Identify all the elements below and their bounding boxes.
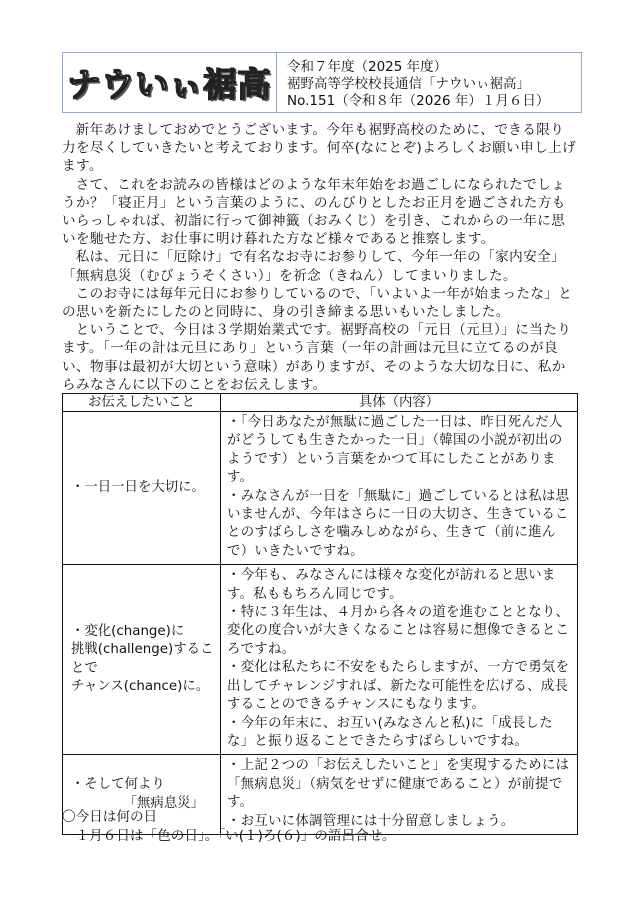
paragraph: 私は、元日に「厄除け」で有名なお寺にお参りして、今年一年の「家内安全」「無病息災（むびょうそくさい）」を祈念（きねん）してまいりました。 (62, 249, 566, 284)
today-text: １月６日は「色の日」。「い(１)ろ(６)」の語呂合せ。 (75, 828, 396, 844)
today-heading: 〇今日は何の日 (62, 809, 158, 825)
message-text: ・一日一日を大切に。 (71, 479, 205, 495)
logo-box (63, 53, 277, 112)
paragraph: ということで、今日は３学期始業式です。裾野高校の「元日（元旦）」に当たります。「一年の計は元旦にあり」という言葉（一年の計画は元旦に立てるのが良い、物事は最初が大切という意味）がありますが、そのような大切な日に、私からみなさんに以下のことをお伝えします。 (62, 322, 572, 393)
table-header-row (63, 394, 578, 412)
table-row (63, 412, 578, 565)
detail-item: ・今年も、みなさんには様々な変化が訪れると思います。私ももちろん同じです。 (227, 568, 556, 602)
message-text: 挑戦(challenge)することで (71, 642, 214, 676)
detail-item: ・変化は私たちに不安をもたらしますが、一方で勇気を出してチャレンジすれば、新たな可能性を広げる、成長することのできるチャンスにもなります。 (227, 660, 570, 713)
message-cell (63, 565, 221, 755)
paragraph: このお寺には毎年元日にお参りしているので、「いよいよ一年が始まったな」との思いを新たにしたのと同時に、身の引き締まる思いもいたしました。 (62, 285, 573, 321)
detail-item: ・今年の年末に、お互い(みなさんと私)に「成長したな」と振り返ることできたらすばらしいですね。 (227, 715, 553, 749)
detail-item: ・上記２つの「お伝えしたいこと」を実現するためには「無病息災」（病気をせずに健康であること）が前提です。 (227, 758, 570, 811)
message-text: ・そして何より (71, 777, 165, 793)
newsletter-logo: ナウいぃ裾高 (67, 65, 272, 104)
newsletter-name: 裾野高等学校校長通信「ナウいぃ裾高」 (287, 76, 530, 92)
fiscal-year: 令和７年度（2025 年度） (287, 59, 448, 75)
details-cell (221, 565, 578, 755)
detail-item: ・「今日あなたが無駄に過ごした一日は、昨日死んだ人がどうしても生きたかった一日」（韓国の小説が初出のようです）という言葉をかつて耳にしたことがあります。 (227, 415, 563, 486)
today-section (62, 808, 582, 846)
message-text: ・変化(change)に (71, 623, 185, 639)
issue-info (277, 53, 581, 112)
message-table (62, 393, 578, 835)
issue-number-date: No.151（令和８年（2026 年）１月６日） (287, 93, 550, 109)
paragraph: 新年あけましておめでとうございます。今年も裾野高校のために、できる限り力を尽くしていきたいと考えております。何卒(なにとぞ)よろしくお願い申し上げます。 (62, 122, 577, 175)
newsletter-header (62, 52, 582, 113)
body-text (62, 121, 578, 394)
message-text: チャンス(chance)に。 (71, 679, 210, 695)
detail-item: ・特に３年生は、４月から各々の道を進むこととなり、変化の度合いが大きくなることは容易に想像できるところですね。 (227, 605, 570, 657)
message-text: 「無病息災」 (123, 795, 204, 811)
detail-item: ・お互いに体調管理には十分留意しましょう。 (227, 813, 515, 829)
paragraph: さて、これをお読みの皆様はどのような年末年始をお過ごしになられたでしょうか？「寝正月」という言葉のように、のんびりとしたお正月を過ごされた方もいらっしゃれば、初詣に行って御神籤（おみくじ）を引き、これからの一年に思いを馳せた方、お仕事に明け暮れた方など様々であると推察します。 (62, 176, 566, 248)
message-cell (63, 412, 221, 565)
detail-item: ・みなさんが一日を「無駄に」過ごしているとは私は思いませんが、今年はさらに一日の大切さ、生きていることのすばらしさを噛みしめながら、生きて（前に進んで）いきたいですね。 (227, 488, 570, 559)
column-header-message: お伝えしたいこと (63, 394, 221, 412)
details-cell (221, 412, 578, 565)
table-row (63, 565, 578, 755)
column-header-details: 具体（内容） (221, 394, 578, 412)
